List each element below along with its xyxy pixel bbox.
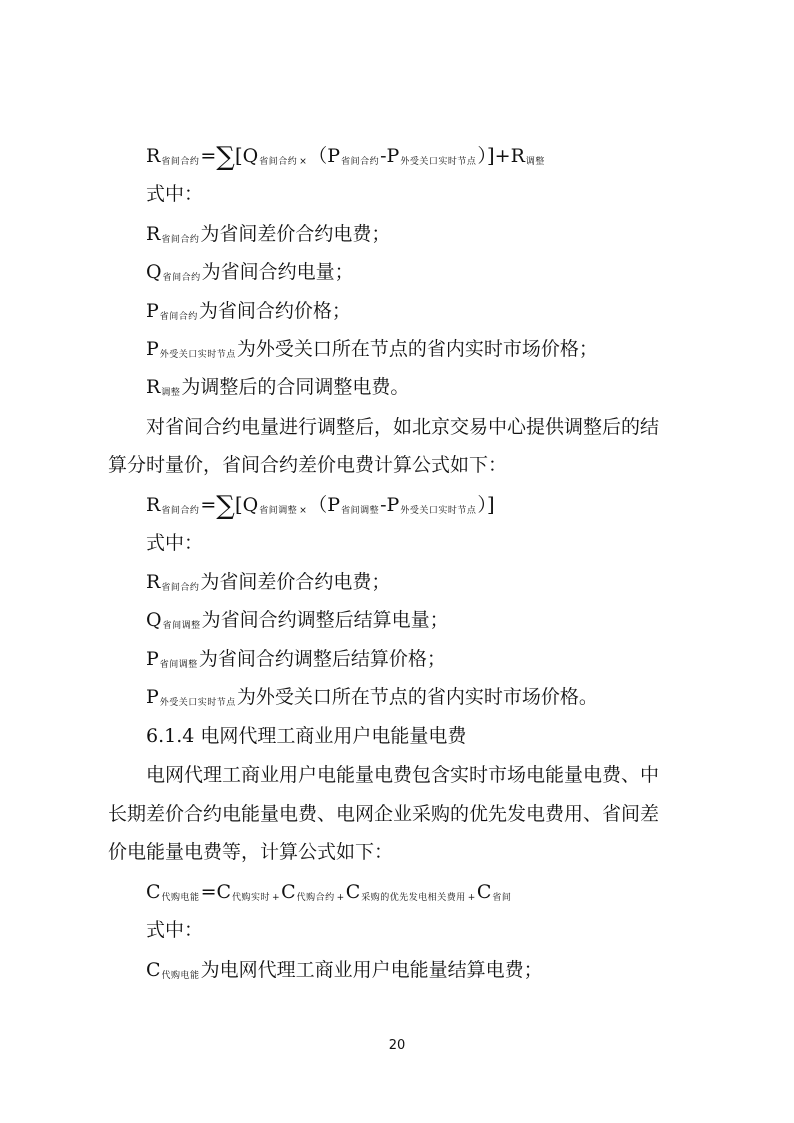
def-text: 为省间差价合约电费； bbox=[200, 223, 391, 245]
formula-paren: ） bbox=[477, 494, 487, 516]
section-heading: 6.1.4 电网代理工商业用户电能量电费 bbox=[146, 725, 467, 747]
formula-subscript: 外受关口实时节点 bbox=[400, 506, 477, 516]
formula-operator: = bbox=[200, 494, 217, 516]
formula-var: P bbox=[327, 145, 341, 167]
definition-line bbox=[146, 259, 354, 291]
def-subscript: 省间调整 bbox=[162, 621, 201, 631]
formula-paren: （ bbox=[308, 145, 328, 167]
formula-operator: = bbox=[200, 145, 217, 167]
definition-line bbox=[146, 374, 409, 406]
definition-line bbox=[146, 646, 446, 678]
def-var: P bbox=[146, 648, 159, 670]
def-subscript: 调整 bbox=[161, 388, 181, 398]
formula-subscript: 省间 bbox=[492, 893, 512, 903]
paragraph-line: 电网代理工商业用户电能量电费包含实时市场电能量电费、中 bbox=[146, 764, 660, 786]
where-label: 式中： bbox=[146, 919, 204, 941]
formula-subscript: 调整 bbox=[525, 157, 545, 167]
def-subscript: 外受关口实时节点 bbox=[159, 698, 236, 708]
formula-operator: + bbox=[467, 893, 476, 903]
def-var: R bbox=[146, 571, 161, 593]
paragraph-line: 算分时量价，省间合约差价电费计算公式如下： bbox=[108, 454, 508, 476]
formula-operator: × bbox=[299, 157, 308, 167]
page-number: 20 bbox=[388, 1038, 406, 1053]
def-var: P bbox=[146, 300, 159, 322]
def-text: 为省间差价合约电费； bbox=[200, 571, 391, 593]
formula-operator: - bbox=[380, 145, 387, 167]
formula-subscript: 省间调整 bbox=[259, 506, 298, 516]
formula-var: C bbox=[345, 881, 361, 903]
definition-line bbox=[146, 221, 390, 253]
formula-var: R bbox=[146, 494, 161, 516]
paragraph-line: 价电能量电费等，计算公式如下： bbox=[108, 841, 394, 863]
formula-subscript: 采购的优先发电相关费用 bbox=[361, 893, 466, 903]
def-subscript: 省间合约 bbox=[159, 312, 198, 322]
formula-operator: × bbox=[299, 506, 308, 516]
formula-var: C bbox=[281, 881, 296, 903]
def-var: Q bbox=[146, 261, 162, 283]
paragraph-line: 长期差价合约电能量电费、电网企业采购的优先发电费用、省间差 bbox=[108, 803, 660, 825]
sum-symbol: ∑ bbox=[216, 491, 235, 521]
def-subscript: 省间合约 bbox=[161, 583, 200, 593]
formula-subscript: 省间调整 bbox=[341, 506, 380, 516]
def-subscript: 省间调整 bbox=[159, 660, 198, 670]
def-subscript: 外受关口实时节点 bbox=[159, 350, 236, 360]
definition-line bbox=[146, 957, 543, 989]
def-var: Q bbox=[146, 609, 162, 631]
formula-var: C bbox=[476, 881, 492, 903]
formula-3 bbox=[146, 879, 512, 911]
paragraph-line: 对省间合约电量进行调整后，如北京交易中心提供调整后的结 bbox=[146, 416, 660, 438]
def-var: P bbox=[146, 338, 159, 360]
formula-subscript: 代购合约 bbox=[296, 893, 335, 903]
formula-operator: + bbox=[272, 893, 281, 903]
formula-bracket: [ bbox=[234, 492, 243, 516]
formula-paren: （ bbox=[308, 494, 328, 516]
formula-subscript: 代购实时 bbox=[232, 893, 271, 903]
def-subscript: 代购电能 bbox=[161, 971, 200, 981]
formula-paren: ） bbox=[477, 145, 487, 167]
definition-line bbox=[146, 607, 449, 639]
formula-bracket: ] bbox=[486, 492, 495, 516]
formula-subscript: 省间合约 bbox=[161, 506, 200, 516]
formula-bracket: [ bbox=[234, 143, 243, 167]
formula-1 bbox=[146, 142, 546, 175]
definition-line bbox=[146, 569, 390, 601]
formula-subscript: 省间合约 bbox=[341, 157, 380, 167]
formula-2 bbox=[146, 491, 495, 524]
def-text: 为电网代理工商业用户电能量结算电费； bbox=[200, 959, 543, 981]
where-label: 式中： bbox=[146, 532, 204, 554]
formula-var: Q bbox=[242, 494, 259, 516]
formula-operator: = bbox=[200, 881, 217, 903]
def-text: 为省间合约电量； bbox=[201, 261, 354, 283]
formula-operator: - bbox=[380, 494, 387, 516]
def-subscript: 省间合约 bbox=[162, 273, 201, 283]
formula-subscript: 代购电能 bbox=[161, 893, 200, 903]
def-text: 为外受关口所在节点的省内实时市场价格； bbox=[236, 338, 598, 360]
definition-line bbox=[146, 684, 598, 716]
where-label: 式中： bbox=[146, 183, 204, 205]
def-text: 为外受关口所在节点的省内实时市场价格。 bbox=[236, 686, 598, 708]
formula-var: R bbox=[510, 145, 525, 167]
def-text: 为省间合约调整后结算价格； bbox=[198, 648, 446, 670]
formula-var: C bbox=[216, 881, 232, 903]
def-var: R bbox=[146, 376, 161, 398]
sum-symbol: ∑ bbox=[216, 142, 235, 172]
formula-var: P bbox=[327, 494, 341, 516]
def-var: R bbox=[146, 223, 161, 245]
formula-operator: + bbox=[494, 145, 511, 167]
definition-line bbox=[146, 298, 351, 330]
formula-subscript: 省间合约 bbox=[161, 157, 200, 167]
formula-bracket: ] bbox=[486, 143, 495, 167]
def-text: 为调整后的合同调整电费。 bbox=[181, 376, 410, 398]
formula-var: P bbox=[386, 494, 400, 516]
def-subscript: 省间合约 bbox=[161, 235, 200, 245]
def-text: 为省间合约价格； bbox=[198, 300, 351, 322]
formula-var: Q bbox=[242, 145, 259, 167]
formula-subscript: 外受关口实时节点 bbox=[400, 157, 477, 167]
formula-operator: + bbox=[336, 893, 345, 903]
def-var: C bbox=[146, 959, 161, 981]
formula-subscript: 省间合约 bbox=[259, 157, 298, 167]
formula-var: R bbox=[146, 145, 161, 167]
formula-var: P bbox=[386, 145, 400, 167]
def-var: P bbox=[146, 686, 159, 708]
formula-var: C bbox=[146, 881, 161, 903]
def-text: 为省间合约调整后结算电量； bbox=[201, 609, 449, 631]
definition-line bbox=[146, 336, 598, 368]
